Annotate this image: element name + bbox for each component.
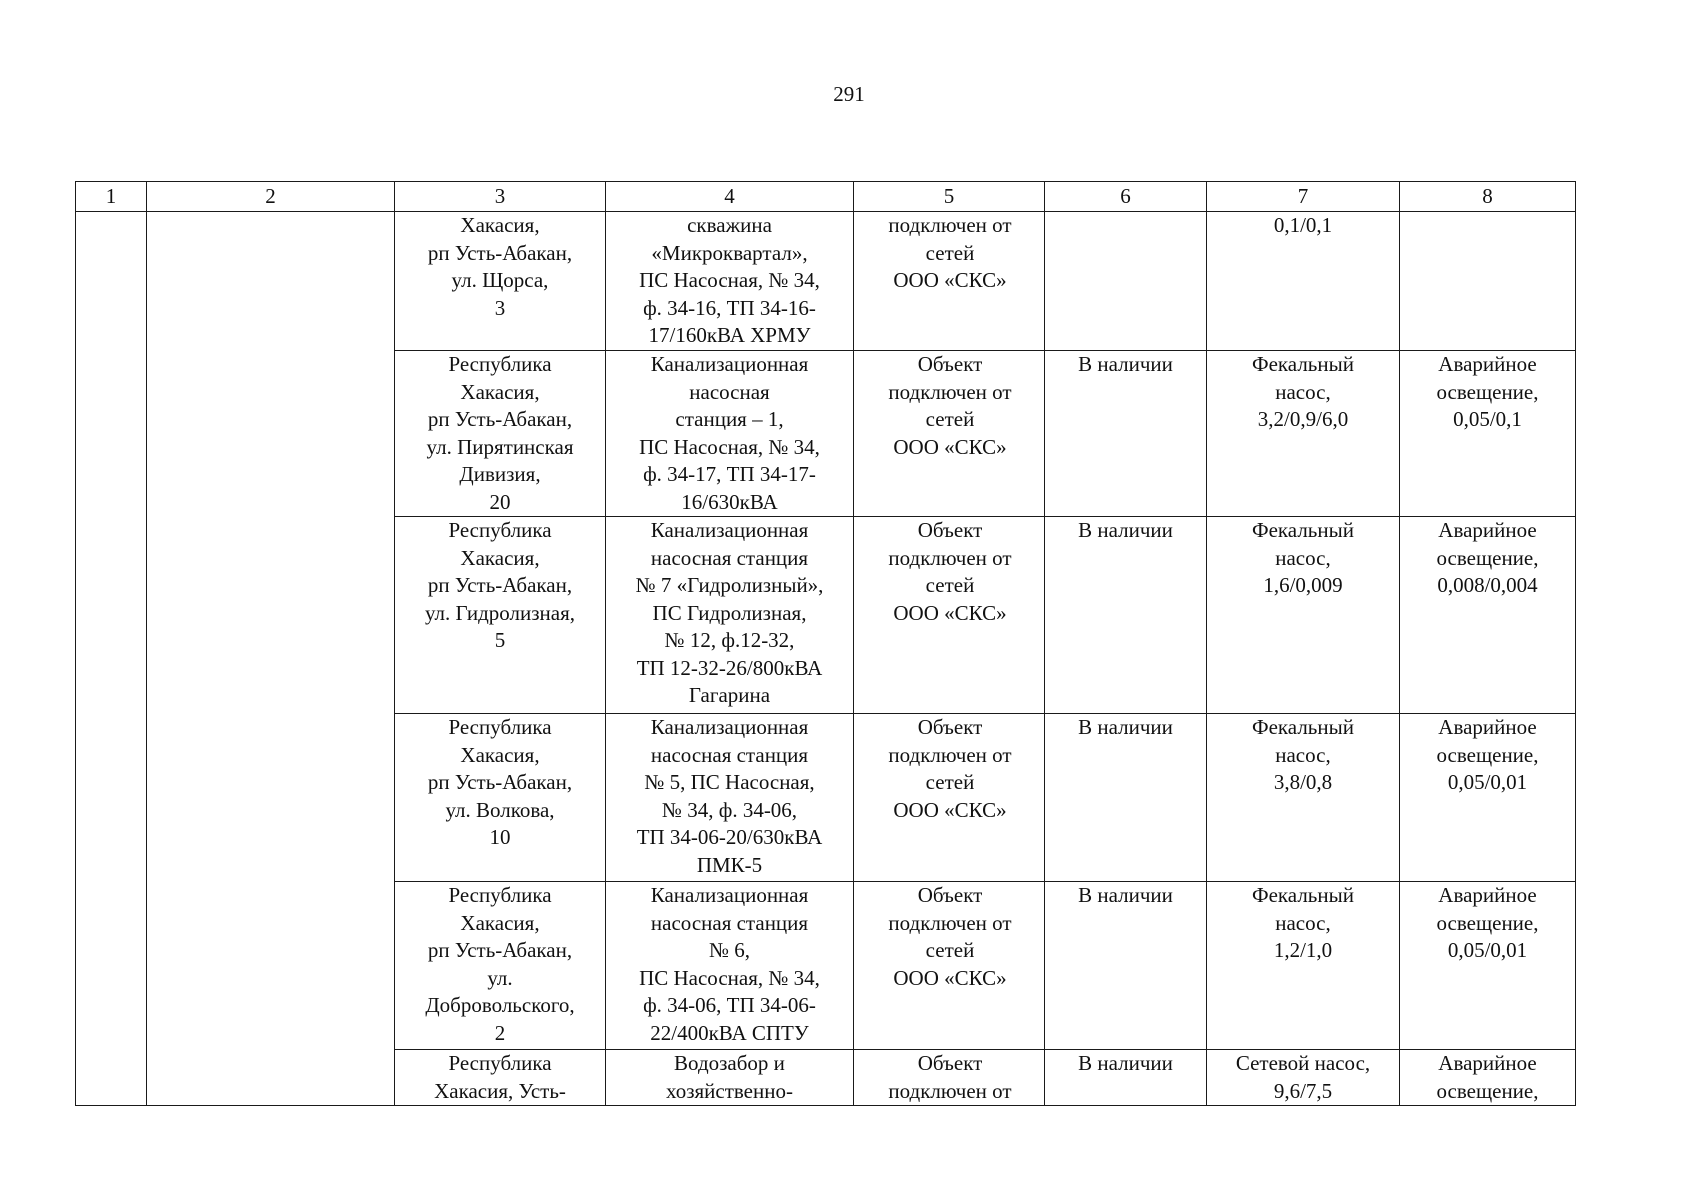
- cell-address: Хакасия, рп Усть-Абакан, ул. Щорса, 3: [395, 212, 606, 351]
- cell-availability: [1045, 212, 1207, 351]
- cell-emergency: Аварийное освещение, 0,05/0,1: [1400, 351, 1576, 517]
- table-row: [76, 212, 1576, 351]
- cell-col1-merged: [76, 212, 147, 1106]
- cell-emergency: Аварийное освещение,: [1400, 1050, 1576, 1106]
- cell-availability: В наличии: [1045, 351, 1207, 517]
- cell-connection: Объект подключен от сетей ООО «СКС»: [854, 882, 1045, 1050]
- cell-availability: В наличии: [1045, 1050, 1207, 1106]
- cell-emergency: Аварийное освещение, 0,05/0,01: [1400, 882, 1576, 1050]
- cell-address: Республика Хакасия, рп Усть-Абакан, ул. Волкова, 10: [395, 714, 606, 882]
- cell-object: скважина «Микроквартал», ПС Насосная, № 34, ф. 34-16, ТП 34-16- 17/160кВА ХРМУ: [606, 212, 854, 351]
- cell-emergency: Аварийное освещение, 0,05/0,01: [1400, 714, 1576, 882]
- cell-equipment: Фекальный насос, 1,2/1,0: [1207, 882, 1400, 1050]
- cell-col2-merged: [147, 212, 395, 1106]
- column-header-3: 3: [395, 182, 606, 212]
- cell-connection: Объект подключен от сетей ООО «СКС»: [854, 351, 1045, 517]
- column-header-1: 1: [76, 182, 147, 212]
- cell-connection: подключен от сетей ООО «СКС»: [854, 212, 1045, 351]
- cell-availability: В наличии: [1045, 517, 1207, 714]
- cell-availability: В наличии: [1045, 714, 1207, 882]
- cell-object: Канализационная насосная станция – 1, ПС Насосная, № 34, ф. 34-17, ТП 34-17- 16/630кВА: [606, 351, 854, 517]
- cell-equipment: 0,1/0,1: [1207, 212, 1400, 351]
- data-table: [75, 181, 1576, 1106]
- cell-address: Республика Хакасия, рп Усть-Абакан, ул. Добровольского, 2: [395, 882, 606, 1050]
- cell-address: Республика Хакасия, рп Усть-Абакан, ул. Гидролизная, 5: [395, 517, 606, 714]
- table-body: [76, 212, 1576, 1106]
- cell-equipment: Фекальный насос, 1,6/0,009: [1207, 517, 1400, 714]
- cell-object: Водозабор и хозяйственно-: [606, 1050, 854, 1106]
- column-header-4: 4: [606, 182, 854, 212]
- cell-equipment: Фекальный насос, 3,2/0,9/6,0: [1207, 351, 1400, 517]
- cell-connection: Объект подключен от сетей ООО «СКС»: [854, 714, 1045, 882]
- cell-availability: В наличии: [1045, 882, 1207, 1050]
- column-header-2: 2: [147, 182, 395, 212]
- cell-object: Канализационная насосная станция № 5, ПС Насосная, № 34, ф. 34-06, ТП 34-06-20/630кВА ПМК-5: [606, 714, 854, 882]
- cell-connection: Объект подключен от сетей ООО «СКС»: [854, 517, 1045, 714]
- column-header-7: 7: [1207, 182, 1400, 212]
- cell-equipment: Сетевой насос, 9,6/7,5: [1207, 1050, 1400, 1106]
- cell-object: Канализационная насосная станция № 7 «Гидролизный», ПС Гидролизная, № 12, ф.12-32, ТП 12-32-26/800кВА Гагарина: [606, 517, 854, 714]
- cell-equipment: Фекальный насос, 3,8/0,8: [1207, 714, 1400, 882]
- column-header-6: 6: [1045, 182, 1207, 212]
- column-header-8: 8: [1400, 182, 1576, 212]
- cell-emergency: Аварийное освещение, 0,008/0,004: [1400, 517, 1576, 714]
- column-header-5: 5: [854, 182, 1045, 212]
- table-header: [76, 182, 1576, 212]
- cell-connection: Объект подключен от: [854, 1050, 1045, 1106]
- cell-address: Республика Хакасия, Усть-: [395, 1050, 606, 1106]
- cell-address: Республика Хакасия, рп Усть-Абакан, ул. Пирятинская Дивизия, 20: [395, 351, 606, 517]
- header-row: [76, 182, 1576, 212]
- page-number: 291: [833, 82, 865, 106]
- cell-object: Канализационная насосная станция № 6, ПС Насосная, № 34, ф. 34-06, ТП 34-06- 22/400кВА СПТУ: [606, 882, 854, 1050]
- cell-emergency: [1400, 212, 1576, 351]
